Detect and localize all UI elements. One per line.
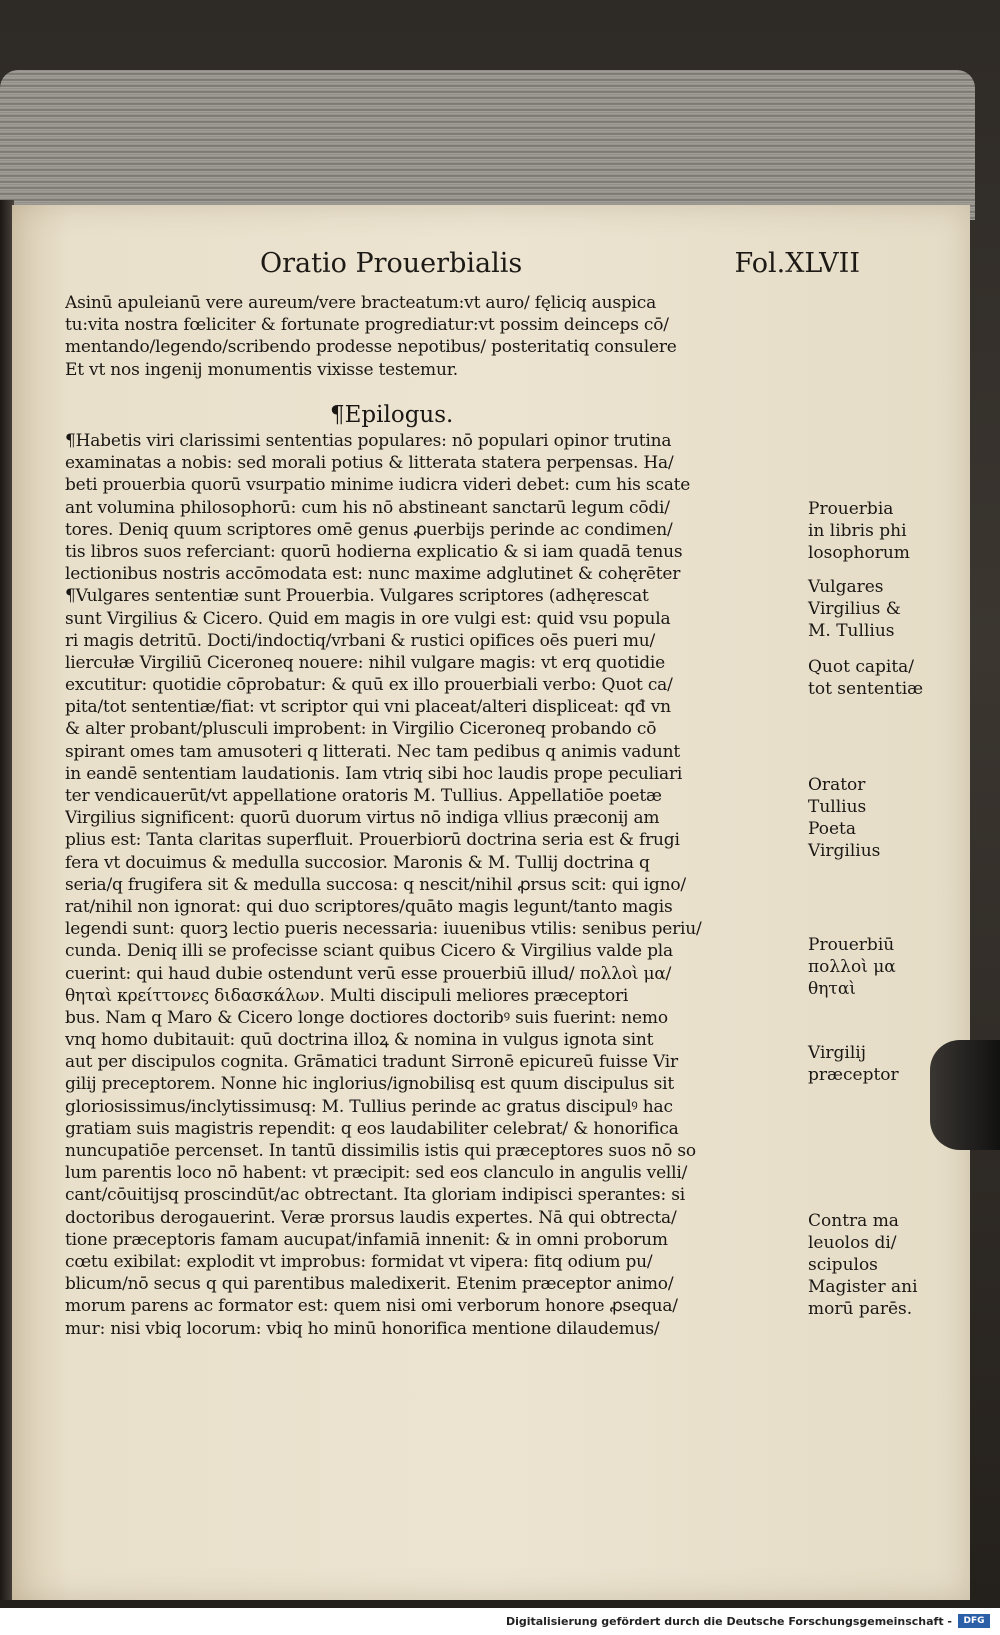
- text-line: excutitur: quotidie cōprobatur: & quū ex illo prouerbiali verbo: Quot ca/: [65, 675, 673, 696]
- running-title: Oratio Prouerbialis: [260, 248, 523, 279]
- text-line: ¶Vulgares sententiæ sunt Prouerbia. Vulgares scriptores (adhęrescat: [65, 586, 649, 607]
- margin-note: πολλοὶ μα: [808, 957, 896, 977]
- text-line: tis libros suos referciant: quorū hodierna explicatio & si iam quadā tenus: [65, 541, 683, 562]
- text-line: in eandē sententiam laudationis. Iam vtriq sibi hoc laudis prope peculiari: [65, 763, 683, 784]
- page-fore-edge: [0, 70, 975, 220]
- text-line: aut per discipulos cognita. Grāmatici tradunt Sirronē epicureū fuisse Vir: [65, 1052, 678, 1073]
- epilogus-paragraph: [65, 430, 785, 1340]
- text-line: gilij preceptorem. Nonne hic inglorius/ignobilisq est quum discipulus sit: [65, 1074, 675, 1095]
- section-heading: ¶Epilogus.: [330, 402, 454, 428]
- text-line: examinatas a nobis: sed morali potius & litterata statera perpensas. Ha/: [65, 453, 674, 474]
- text-line: gloriosissimus/inclytissimusq: M. Tullius perinde ac gratus discipulꝰ hac: [65, 1096, 673, 1117]
- text-line: beti prouerbia quorū vsurpatio minime iudicra videri debet: cum his scate: [65, 475, 691, 496]
- text-line: vnq homo dubitauit: quū doctrina illoꝝ & nomina in vulgus ignota sint: [65, 1030, 654, 1051]
- text-line: cœtu exibilat: explodit vt improbus: formidat vt vipera: fitq odium pu/: [65, 1251, 653, 1272]
- margin-note: scipulos: [808, 1255, 878, 1275]
- text-line: morum parens ac formator est: quem nisi omi verborum honore ꝓsequa/: [65, 1296, 678, 1317]
- text-line: sunt Virgilius & Cicero. Quid em magis in ore vulgi est: quid vsu popula: [65, 608, 671, 629]
- text-line: lum parentis loco nō habent: vt præcipit: sed eos clanculo in angulis velli/: [65, 1163, 688, 1184]
- text-line: Asinū apuleianū vere aureum/vere bracteatum:vt auro/ fęliciq auspica: [65, 293, 657, 313]
- text-line: spirant omes tam amusoteri q litterati. Nec tam pedibus q animis vadunt: [65, 741, 680, 762]
- margin-note: Tullius: [808, 797, 867, 817]
- text-line: lectionibus nostris accōmodata est: nunc maxime adglutinet & cohęrēter: [65, 564, 681, 585]
- text-line: cuerint: qui haud dubie ostendunt verū esse prouerbiū illud/ πολλοὶ μα/: [65, 963, 672, 984]
- text-line: tu:vita nostra fœliciter & fortunate progrediatur:vt possim deinceps cō/: [65, 315, 669, 336]
- folio-number: Fol.XLVII: [734, 248, 860, 279]
- text-line: plius est: Tanta claritas superfluit. Prouerbiorū doctrina seria est & frugi: [65, 830, 680, 851]
- margin-note: Contra ma: [808, 1211, 899, 1231]
- margin-note: morū parēs.: [808, 1299, 913, 1319]
- text-line: pita/tot sententiæ/fiat: vt scriptor qui vni placeat/alteri displiceat: qđ vn: [65, 697, 671, 718]
- text-line: cant/cōuitijsq proscindūt/ac obtrectant. Ita gloriam indipisci sperantes: si: [65, 1185, 685, 1206]
- page-clip: [930, 1040, 1000, 1150]
- margin-note: tot sententiæ: [808, 679, 924, 699]
- text-line: & alter probant/plusculi improbent: in Virgilio Ciceroneq probando cō: [65, 719, 657, 740]
- text-line: ter vendicauerūt/vt appellatione oratoris M. Tullius. Appellatiōe poetæ: [65, 786, 662, 806]
- margin-note: θηταὶ: [808, 979, 856, 999]
- text-line: Virgilius significent: quorū duorum virtus nō indiga vllius præconij am: [65, 808, 660, 829]
- margin-note: Poeta: [808, 819, 857, 839]
- text-line: seria/q frugifera sit & medulla succosa: q nescit/nihil ꝓrsus scit: qui igno/: [65, 874, 686, 895]
- margin-note: leuolos di/: [808, 1233, 897, 1253]
- text-line: fera vt docuimus & medulla succosior. Maronis & M. Tullij doctrina q: [65, 852, 650, 873]
- text-line: rat/nihil non ignorat: qui duo scriptores/quāto magis legunt/tanto magis: [65, 896, 673, 917]
- text-line: gratiam suis magistris rependit: q eos laudabiliter celebrat/ & honorifica: [65, 1118, 679, 1139]
- running-head: [230, 248, 860, 292]
- margin-note: Virgilius &: [808, 599, 901, 619]
- funding-credit: Digitalisierung gefördert durch die Deutsche Forschungsgemeinschaft -: [505, 1615, 952, 1628]
- margin-note: in libris phi: [808, 521, 907, 541]
- margin-note: Virgilij: [808, 1043, 867, 1063]
- margin-note: M. Tullius: [808, 621, 895, 641]
- margin-note: Quot capita/: [808, 657, 915, 677]
- margin-note: Vulgares: [808, 577, 884, 597]
- text-line: ant volumina philosophorū: cum his nō abstineant sanctarū legum cōdi/: [65, 497, 670, 518]
- margin-note: Orator: [808, 775, 866, 795]
- text-line: mur: nisi vbiq locorum: vbiq ho minū honorifica mentione dilaudemus/: [65, 1318, 660, 1339]
- text-line: θηταὶ κρείττονες διδασκάλων. Multi discipuli meliores præceptori: [65, 985, 629, 1006]
- text-line: blicum/nō secus q qui parentibus maledixerit. Etenim præceptor animo/: [65, 1274, 674, 1295]
- text-line: tores. Deniq quum scriptores omē genus ꝓuerbijs perinde ac condimen/: [65, 519, 673, 540]
- margin-note: Virgilius: [808, 841, 881, 861]
- text-line: legendi sunt: quorꝫ lectio pueris necessaria: iuuenibus vtilis: senibus periu/: [65, 919, 702, 940]
- text-line: liercułæ Virgiliū Ciceroneq nouere: nihil vulgare magis: vt erq quotidie: [65, 652, 665, 673]
- text-line: mentando/legendo/scribendo prodesse nepotibus/ posteritatiq consulere: [65, 337, 677, 358]
- margin-note: præceptor: [808, 1065, 899, 1085]
- text-line: cunda. Deniq illi se profecisse sciant quibus Cicero & Virgilius valde pla: [65, 941, 673, 962]
- text-line: bus. Nam q Maro & Cicero longe doctiores doctoribꝰ suis fuerint: nemo: [65, 1007, 668, 1028]
- text-line: doctoribus derogauerint. Veræ prorsus laudis expertes. Nā qui obtrecta/: [65, 1207, 677, 1228]
- footer-bar: [0, 1608, 1000, 1635]
- text-line: ri magis detritū. Docti/indoctiq/vrbani & rustici opifices oēs pueri mu/: [65, 630, 656, 651]
- text-line: tione præceptoris famam aucupat/infamiā innenit: & in omni proborum: [65, 1229, 668, 1250]
- margin-note: losophorum: [808, 543, 910, 563]
- text-line: ¶Habetis viri clarissimi sententias populares: nō populari opinor trutina: [65, 431, 672, 451]
- text-line: Et vt nos ingenij monumentis vixisse testemur.: [65, 359, 458, 380]
- dfg-logo: DFG: [958, 1614, 990, 1628]
- opening-paragraph: [65, 292, 785, 381]
- margin-note: Magister ani: [808, 1277, 918, 1297]
- margin-note: Prouerbiū: [808, 935, 895, 955]
- margin-note: Prouerbia: [808, 499, 894, 519]
- text-line: nuncupatiōe percenset. In tantū dissimilis istis qui præceptores suos nō so: [65, 1141, 696, 1161]
